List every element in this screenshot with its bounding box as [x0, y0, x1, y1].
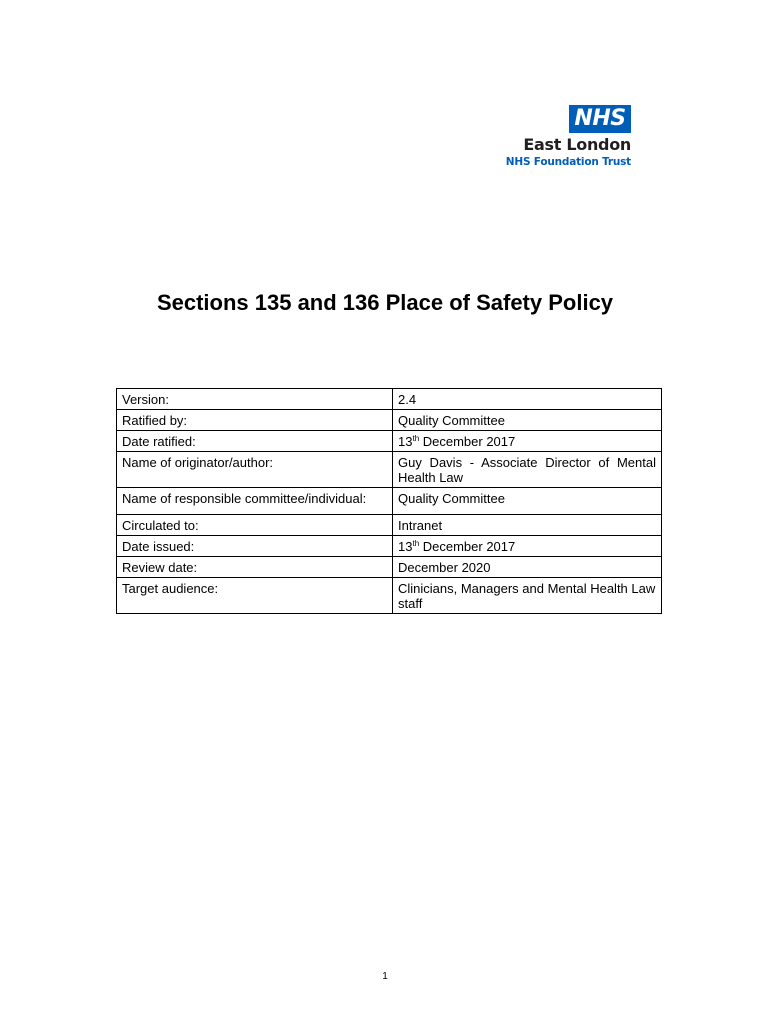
table-row [117, 410, 662, 431]
row-value-date-issued [393, 536, 662, 557]
table-row [117, 557, 662, 578]
date-day: 13 [398, 434, 413, 449]
row-value-target-audience: Clinicians, Managers and Mental Health Law staff [393, 578, 662, 614]
row-label-circulated-to: Circulated to: [117, 515, 393, 536]
nhs-badge: NHS [569, 105, 631, 133]
table-row [117, 578, 662, 614]
row-value-responsible-committee: Quality Committee [393, 488, 662, 515]
date-month-year: December 2017 [419, 539, 516, 554]
date-day: 13 [398, 539, 413, 554]
date-ordinal: th [412, 539, 420, 548]
org-subtitle: NHS Foundation Trust [505, 156, 631, 168]
table-row [117, 536, 662, 557]
document-title: Sections 135 and 136 Place of Safety Policy [156, 290, 614, 315]
row-label-ratified-by: Ratified by: [117, 410, 393, 431]
row-value-date-ratified [393, 431, 662, 452]
row-value-version: 2.4 [393, 389, 662, 410]
table-row [117, 515, 662, 536]
table-row [117, 431, 662, 452]
row-value-originator: Guy Davis - Associate Director of Mental Health Law [393, 452, 662, 488]
row-label-date-ratified: Date ratified: [117, 431, 393, 452]
row-value-review-date: December 2020 [393, 557, 662, 578]
nhs-trust-logo [505, 105, 631, 171]
row-label-date-issued: Date issued: [117, 536, 393, 557]
row-label-review-date: Review date: [117, 557, 393, 578]
row-value-circulated-to: Intranet [393, 515, 662, 536]
row-label-version: Version: [117, 389, 393, 410]
row-label-originator: Name of originator/author: [117, 452, 393, 488]
table-row [117, 452, 662, 488]
org-name: East London [523, 135, 631, 154]
document-control-table [116, 388, 662, 614]
date-ordinal: th [412, 434, 420, 443]
page-number: 1 [382, 971, 388, 982]
table-row [117, 488, 662, 515]
row-label-target-audience: Target audience: [117, 578, 393, 614]
table-row [117, 389, 662, 410]
row-value-ratified-by: Quality Committee [393, 410, 662, 431]
date-month-year: December 2017 [419, 434, 516, 449]
row-label-responsible-committee: Name of responsible committee/individual: [117, 488, 393, 515]
